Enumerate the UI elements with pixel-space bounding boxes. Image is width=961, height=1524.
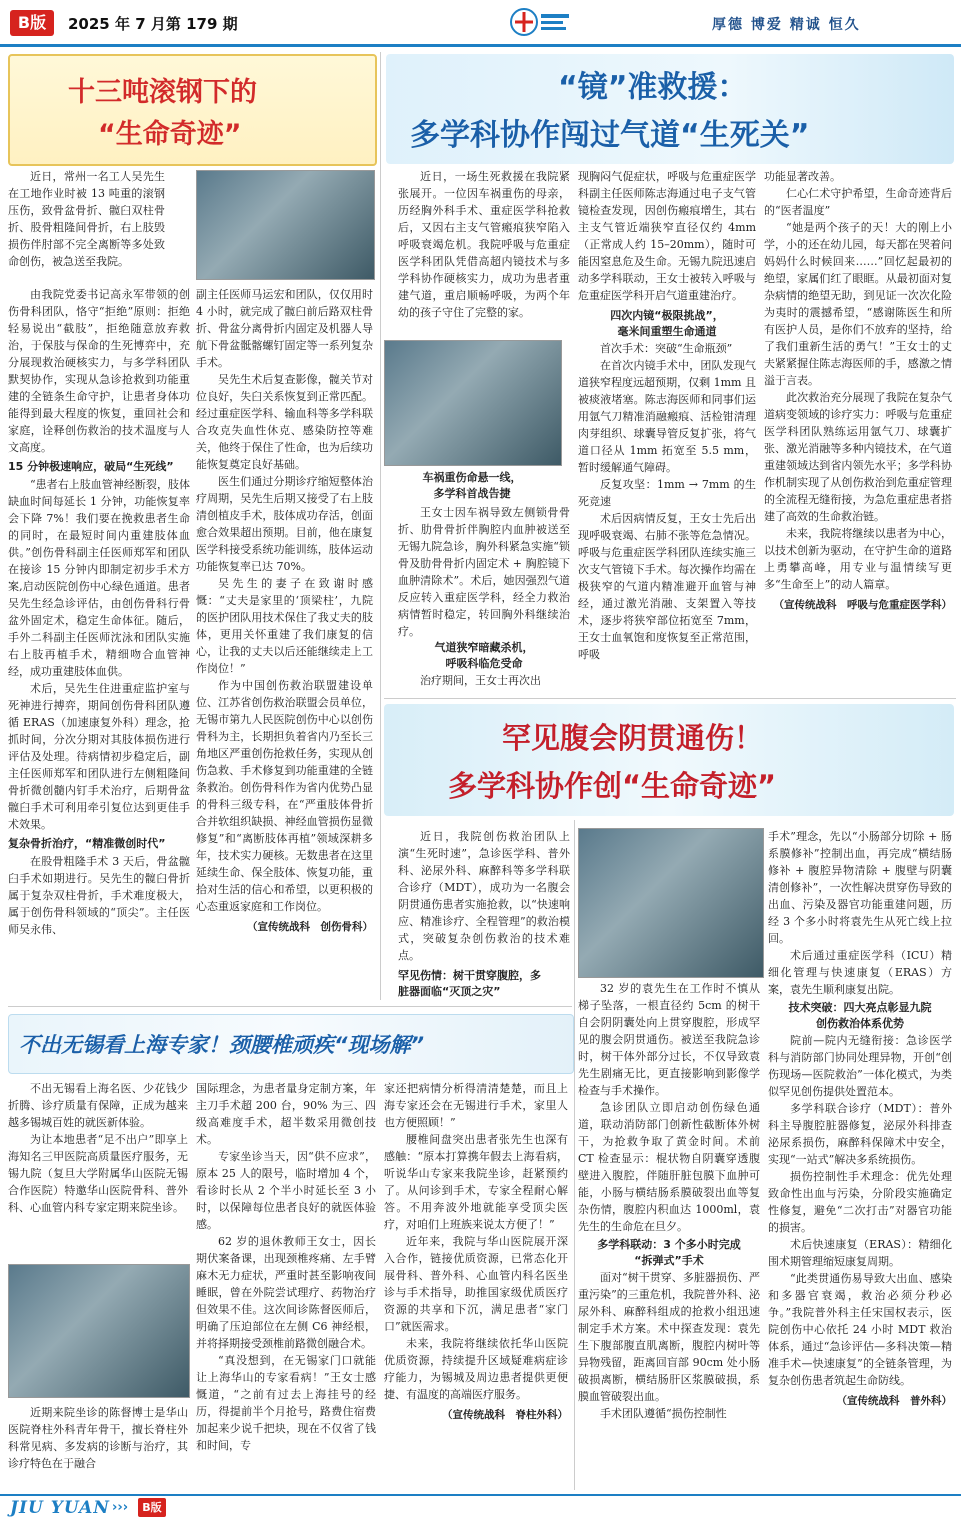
article2-photo [384,340,562,466]
footer-arrows-icon: ››› [112,1500,129,1515]
paragraph: 损伤控制性手术理念：优先处理致命性出血与污染，分阶段实施确定性修复，避免“二次打击”对器官功能的损害。 [768,1170,952,1234]
paragraph: 术后通过重症医学科（ICU）精细化管理与快速康复（ERAS）方案，袁先生顺利康复出院。 [768,949,952,996]
paragraph: 未来，我院将继续以患者为中心，以技术创新为驱动，在守护生命的道路上勇攀高峰，用专业与温情续写更多“生命至上”的动人篇章。 [764,527,952,591]
paragraph: 现胸闷气促症状，呼吸与危重症医学科副主任医师陈志海通过电子支气管镜检查发现，因创伤瘢痕增生，其右主支气管近端狭窄直径仅约 4mm（正常成人约 15–20mm），随时可能因窒息危及生命。无锡九院迅速启动多学科联动，王女士被转入呼吸与危重症医学科开启气道重建治疗。 [578,170,756,302]
subheading: 技术突破：四大亮点彰显九院 [788,1001,932,1014]
subheading: 多学科联动：3 个多小时完成 [597,1238,741,1251]
article1-header [8,54,377,166]
paragraph: 医生们通过分期诊疗缩短整体治疗周期，吴先生后期又接受了右上肢清创植皮手术，肢体成功存活，创面愈合效果超出预期。目前，他在康复医学科接受系统功能训练，肢体运动功能恢复率已达 70%。 [196,475,373,573]
paragraph: 腰椎间盘突出患者张先生也深有感触：“原本打算携年假去上海看病，听说华山专家来我院坐诊，赶紧预约了。从问诊到手术，专家全程耐心解答。不用奔波外地就能享受顶尖医疗，对咱们上班族来说太方便了！” [384,1133,568,1231]
article4-title: 不出无锡看上海专家！颈腰椎顽疾“现场解” [19,1033,425,1057]
paragraph: 近期来院坐诊的陈督博士是华山医院脊柱外科青年骨干，擅长脊柱外科常见病、多发病的诊断与治疗，其诊疗特色在于融合 [8,1406,188,1470]
paragraph: 治疗期间，王女士再次出 [420,674,541,687]
article2-header [386,54,954,164]
paragraph: 作为中国创伤救治联盟建设单位、江苏省创伤救治联盟会员单位，无锡市第九人民医院创伤中心以创伤骨科为主，长期担负着省内乃至长三角地区严重创伤抢救任务，实现从创伤急救、手术修复到功能重建的全链条救治。创伤骨科作为省内优势凸显的骨科三级专科，在“严重肢体骨折合并软组织缺损、神经血管损伤显微修复”和“离断肢体再植”领域深耕多年，技术实力硬核。无数患者在这里延续生命、保全肢体、恢复功能，重拾对生活的信心和希望，以更积极的心态重返家庭和工作岗位。 [196,679,373,913]
paragraph: 32 岁的袁先生在工作时不慎从梯子坠落，一根直径约 5cm 的树干自会阴阴囊处向上贯穿腹腔，形成罕见的腹会阴贯通伤。被送至我院急诊时，树干体外部分过长，不仅导致袁先生剧痛无比，更直接影响到影像学检查与手术操作。 [578,982,760,1097]
article1-col2 [196,286,373,934]
article3-title-line2: 多学科协作创“生命奇迹” [448,769,777,803]
issue-date: 2025 年 7 月第 179 期 [68,15,238,33]
subheading: 呼吸科临危受命 [445,657,523,670]
paragraph: 功能显著改善。 [764,170,841,183]
article1-photo [196,170,375,280]
paragraph: 王女士因车祸导致左侧锁骨骨折、肋骨骨折伴胸腔内血肿被送至无锡九院急诊，胸外科紧急实施“锁骨及肋骨骨折内固定术 + 胸腔镜下血肿清除术”。术后，她因强烈气道反应转入重症医学科，经全力救治病情暂时稳定，转回胸外科继续治疗。 [398,506,570,638]
article2-col1 [398,168,570,321]
paragraph: 由我院党委书记高永军带领的创伤骨科团队，恪守“拒绝”原则：拒绝轻易说出“截肢”，拒绝随意放弃救治，于保肢与保命的生死博弈中，充分展现救治硬核实力，与多学科团队默契协作，实现从急诊抢救到功能重建的全链条生命守护，让患者身体功能得到最大程度的恢复，重回社会和家庭，诠释创伤救治的技术温度与人文高度。 [8,288,190,454]
article2-credit: （宣传统战科 呼吸与危重症医学科） [773,599,952,611]
subheading: “拆弹式”手术 [634,1254,704,1267]
article4-col1 [8,1080,188,1216]
article4-photo [8,1264,190,1398]
article4-col2 [196,1080,376,1454]
paragraph: “真没想到，在无锡家门口就能让上海华山的专家看病！”王女士感慨道，“之前有过去上海挂号的经历，得提前半个月抢号，路费住宿费加起来少说千把块，现在不仅省了钱和时间，专 [196,1354,376,1452]
footer-edition-badge: B版 [138,1498,166,1517]
paragraph: 副主任医师马运宏和团队，仅仅用时 4 小时，就完成了髋臼前后路双柱骨折、骨盆分离骨折内固定及机器人导航下骨盆骶髂螺钉固定等一系列复杂手术。 [196,288,373,369]
paragraph: 为让本地患者“足不出户”即享上海知名三甲医院高质量医疗服务，无锡九院（复旦大学附属华山医院无锡合作医院）特邀华山医院骨科、普外科、心血管内科专家定期来院坐诊。 [8,1133,188,1214]
paragraph: 急诊团队立即启动创伤绿色通道，联动消防部门创新性截断体外树干，为抢救争取了黄金时间。术前 CT 检查显示：棍状物自阴囊穿透腹壁进入腹腔，伴随肝脏包膜下血肿可能，小肠与横结肠系膜破裂出血等复杂伤情，腹腔内积血达 1000ml，袁先生的生命危在旦夕。 [578,1101,760,1233]
article1-col1-cont [8,286,190,938]
caption-line: 车祸重伤命悬一线， [422,471,522,484]
article2-title-line2: 多学科协作闯过气道“生死关” [410,118,810,153]
paragraph: 术后，吴先生住进重症监护室与死神进行搏弈，期间创伤骨科团队遵循 ERAS（加速康复外科）理念，抢抓时间，分次分期对其肢体损伤进行评估及处理。待病情初步稳定后，副主任医师郑军和团队进行左侧粗隆间骨折微创髓内钉手术治疗，后期骨盆髋臼手术可利用牵引复位达到更佳手术效果。 [8,682,190,831]
article3-header [384,704,954,816]
paragraph: 此次救治充分展现了我院在复杂气道病变领域的诊疗实力：呼吸与危重症医学科团队熟练运用氩气刀、球囊扩张、激光消融等多种内镜技术，在气道重建领域达到省内领先水平；多学科协作机制实现了从创伤救治到危重症管理的全流程无缝衔接，为急危重症患者搭建了高效的生命救治链。 [764,391,952,523]
hospital-motto: 厚德 博爱 精诚 恒久 [712,17,861,33]
paragraph: 在股骨粗隆手术 3 天后，骨盆髋臼手术如期进行。吴先生的髋臼骨折属于复杂双柱骨折，手术难度极大，属于创伤骨科领域的“顶尖”。主任医师吴永伟、 [8,855,190,936]
caption-line: 多学科首战告捷 [433,487,511,500]
article2-col2 [578,168,756,663]
subheading: 罕见伤情：树干贯穿腹腔，多 [398,969,541,982]
article2-title-line1: “镜”准救援： [558,70,748,105]
paragraph: 近日，我院创伤救治团队上演“生死时速”，急诊医学科、普外科、泌尿外科、麻醉科等多学科联合诊疗（MDT），成功为一名腹会阴贯通伤患者实施抢救，以“快速响应、精准诊疗、全程管理”的救治模式，突破复杂创伤救治的技术难点。 [398,830,570,962]
article4-credit: （宣传统战科 脊柱外科） [442,1409,568,1421]
paragraph: 62 岁的退休教师王女士，因长期伏案备课，出现颈椎疼痛、左手臂麻木无力症状，严重时甚至影响夜间睡眠，曾在外院尝试理疗、药物治疗但效果不佳。这次间诊陈督医师后，明确了压迫部位在左侧 C6 神经根，并将择期接受颈椎前路微创融合术。 [196,1235,376,1350]
paragraph: 术后因病情反复，王女士先后出现呼吸衰竭、右肺不张等危急情况。呼吸与危重症医学科团队连续实施三次支气管镜下手术。每次操作均需在极狭窄的气道内精准避开血管与神经，通过激光消融、支架置入等技术，逐步将狭窄部位拓宽至 7mm，王女士血氧饱和度恢复至正常范围，呼吸 [578,512,756,661]
paragraph: 手术”理念，先以“小肠部分切除 + 肠系膜修补”控制出血，再完成“横结肠修补 + 腹腔异物清除 + 腹壁与阴囊清创修补”，一次性解决贯穿伤导致的出血、污染及器官功能重建问题，历经 3 个多小时将袁先生从死亡线上拉回。 [768,830,952,945]
paragraph: 吴先生的妻子在致谢时感慨：“丈夫是家里的‘顶梁柱’，九院的医护团队用技术保住了我丈夫的肢体，更用关怀重建了我们康复的信心，让我的丈夫以后还能继续走上工作岗位！” [196,577,373,675]
article4-col1-cont [8,1404,188,1472]
subheading: 创伤救治体系优势 [816,1017,904,1030]
subheading: 气道狭窄暗藏杀机， [434,641,534,654]
article3-credit: （宣传统战科 普外科） [836,1395,952,1407]
article1-col1 [8,168,190,270]
paragraph: “她是两个孩子的天！大的刚上小学，小的还在幼儿园，每天都在哭着问妈妈什么时候回来……”回忆起最初的绝望，家属们红了眼眶。从最初面对复杂病情的绝望无助，到见证一次次化险为夷时的震撼希望，“感谢陈医生和所有医护人员，是你们不放弃的坚持，给了我们重新生活的勇气！”王女士的丈夫紧紧握住陈志海医师的手，感激之情溢于言表。 [764,221,952,387]
article1-credit: （宣传统战科 创伤骨科） [247,921,373,933]
paragraph: 未来，我院将继续依托华山医院优质资源，持续提升区域疑难病症诊疗能力，为锡城及周边患者提供更便捷、有温度的高端医疗服务。 [384,1337,568,1401]
footer [0,1494,961,1524]
subheading: 毫米间重塑生命通道 [617,325,717,338]
paragraph: 术后快速康复（ERAS）：精细化围术期管理缩短康复周期。 [768,1238,952,1268]
paragraph: 专家坐诊当天，因“供不应求”，原本 25 人的限号，临时增加 4 个，看诊时长从 2 个半小时延长至 3 小时，以保障每位患者良好的就医体验感。 [196,1150,376,1231]
paragraph: 在首次内镜手术中，团队发现气道狭窄程度远超预期，仅剩 1mm 且被痰液堵塞。陈志海医师和同事们运用氩气刀精准消融瘢痕、活检钳清理肉芽组织、球囊导管反复扩张，将气道口径从 1mm 拓宽至 5.5 mm，暂时缓解通气障碍。 [578,359,756,474]
article4-col3 [384,1080,568,1422]
masthead [0,0,961,47]
subheading: 脏器面临“灭顶之灾” [398,985,501,998]
article1-title-line2: “生命奇迹” [98,119,242,150]
edition-badge: B版 [10,10,54,36]
paragraph: 吴先生术后复查影像，髋关节对位良好，失臼关系恢复到正常匹配。经过重症医学科、输血科等多学科联合攻克失血性休克、感染防控等难关，他终于保住了性命，也为后续功能恢复奠定良好基础。 [196,373,373,471]
paragraph: “患者右上肢血管神经断裂，肢体缺血时间每延长 1 分钟，功能恢复率会下降 7%！我们要在挽救患者生命的同时，在最短时间内重建肢体血供。”创伤骨科副主任医师郑军和团队在接诊 15 分钟内即制定初步手术方案,启动医院创伤中心绿色通道。患者吴先生经急诊评估，由创伤骨科行骨盆外固定术，稳定生命体征。随后，手外二科副主任医师沈泳和团队实施右上肢再植手术，精细吻合血管神经，成功重建肢体血供。 [8,478,190,678]
article3-col1 [398,828,570,1000]
article2-col1-cont [398,504,570,689]
paragraph: 面对“树干贯穿、多脏器损伤、严重污染”的三重危机，我院普外科、泌尿外科、麻醉科组成的抢救小组迅速制定手术方案。术中探查发现：袁先生下腹部腹直肌离断，腹腔内树叶等异物残留，距离回盲部 90cm 处小肠破损离断，横结肠肝区浆膜破损，系膜血管破裂出血。 [578,1271,760,1403]
paragraph: 多学科联合诊疗（MDT）：普外科主导腹腔脏器修复，泌尿外科排查泌尿系损伤，麻醉科保障术中安全，实现“一站式”解决多系统损伤。 [768,1102,952,1166]
paragraph: 首次手术：突破“生命瓶颈” [600,342,733,355]
article2-col3 [764,168,952,612]
paragraph: 仁心仁术守护希望，生命奇迹背后的“医者温度” [764,187,952,217]
article2-photo-caption [384,470,560,502]
subheading: 复杂骨折治疗，“精准微创时代” [8,837,166,850]
paragraph: 反复攻坚：1mm → 7mm 的生死竞速 [578,478,756,508]
paragraph: “此类贯通伤易导致大出血、感染和多器官衰竭，救治必须分秒必争。”我院普外科主任宋国权表示，医院创伤中心依托 24 小时 MDT 救治体系，通过“急诊评估—多科决策—精准手术—快速康复”的全链条管理，为复杂创伤患者筑起生命防线。 [768,1272,952,1387]
subheading: 四次内镜“极限挑战”， [610,309,724,322]
paragraph: 国际理念，为患者量身定制方案，年主刀手术超 200 台，90% 为三、四级高难度手术，超半数采用微创技术。 [196,1082,376,1146]
paragraph: 近年来，我院与华山医院展开深入合作，链接优质资源，已常态化开展骨科、普外科、心血管内科名医坐诊与手术指导，助推国家级优质医疗资源的共享和下沉，满足患者“家门口”就医需求。 [384,1235,568,1333]
article1-title-line1: 十三吨滚钢下的 [68,77,257,108]
article3-col3 [768,828,952,1408]
subheading: 15 分钟极速响应，破局“生死线” [8,460,174,473]
paragraph: 近日，一场生死救援在我院紧张展开。一位因车祸重伤的母亲，历经胸外科手术、重症医学科抢救后，又因右主支气管瘢痕狭窄陷入呼吸衰竭危机。我院呼吸与危重症医学科团队凭借高超内镜技术与多学科协作硬核实力，成功为患者重建气道，重启顺畅呼吸，为两个年幼的孩子守住了完整的家。 [398,170,570,319]
article4-header [8,1014,574,1074]
article3-col2 [578,980,760,1422]
paragraph: 院前—院内无缝衔接：急诊医学科与消防部门协同处理异物，开创“创伤现场—医院救治”一体化模式，为类似罕见创伤提供处置范本。 [768,1034,952,1098]
paragraph: 近日，常州一名工人吴先生在工地作业时被 13 吨重的滚钢压伤，致骨盆骨折、髋臼双柱骨折、股骨粗隆间骨折，右上肢毁损伤伴肘部不完全离断等多处致命创伤，被急送至我院。 [8,170,165,268]
article3-photo [578,828,764,978]
hospital-logo-icon [510,6,572,38]
article3-title-line1: 罕见腹会阴贯通伤！ [502,721,764,755]
footer-brand: JIU YUAN [10,1498,110,1518]
paragraph: 不出无锡看上海名医、少花钱少折腾、诊疗质量有保障，正成为越来越多锡城百姓的就医新体验。 [8,1082,188,1129]
paragraph: 家还把病情分析得清清楚楚，而且上海专家还会在无锡进行手术，家里人也方便照顾！” [384,1082,568,1129]
paragraph: 手术团队遵循“损伤控制性 [600,1407,727,1420]
